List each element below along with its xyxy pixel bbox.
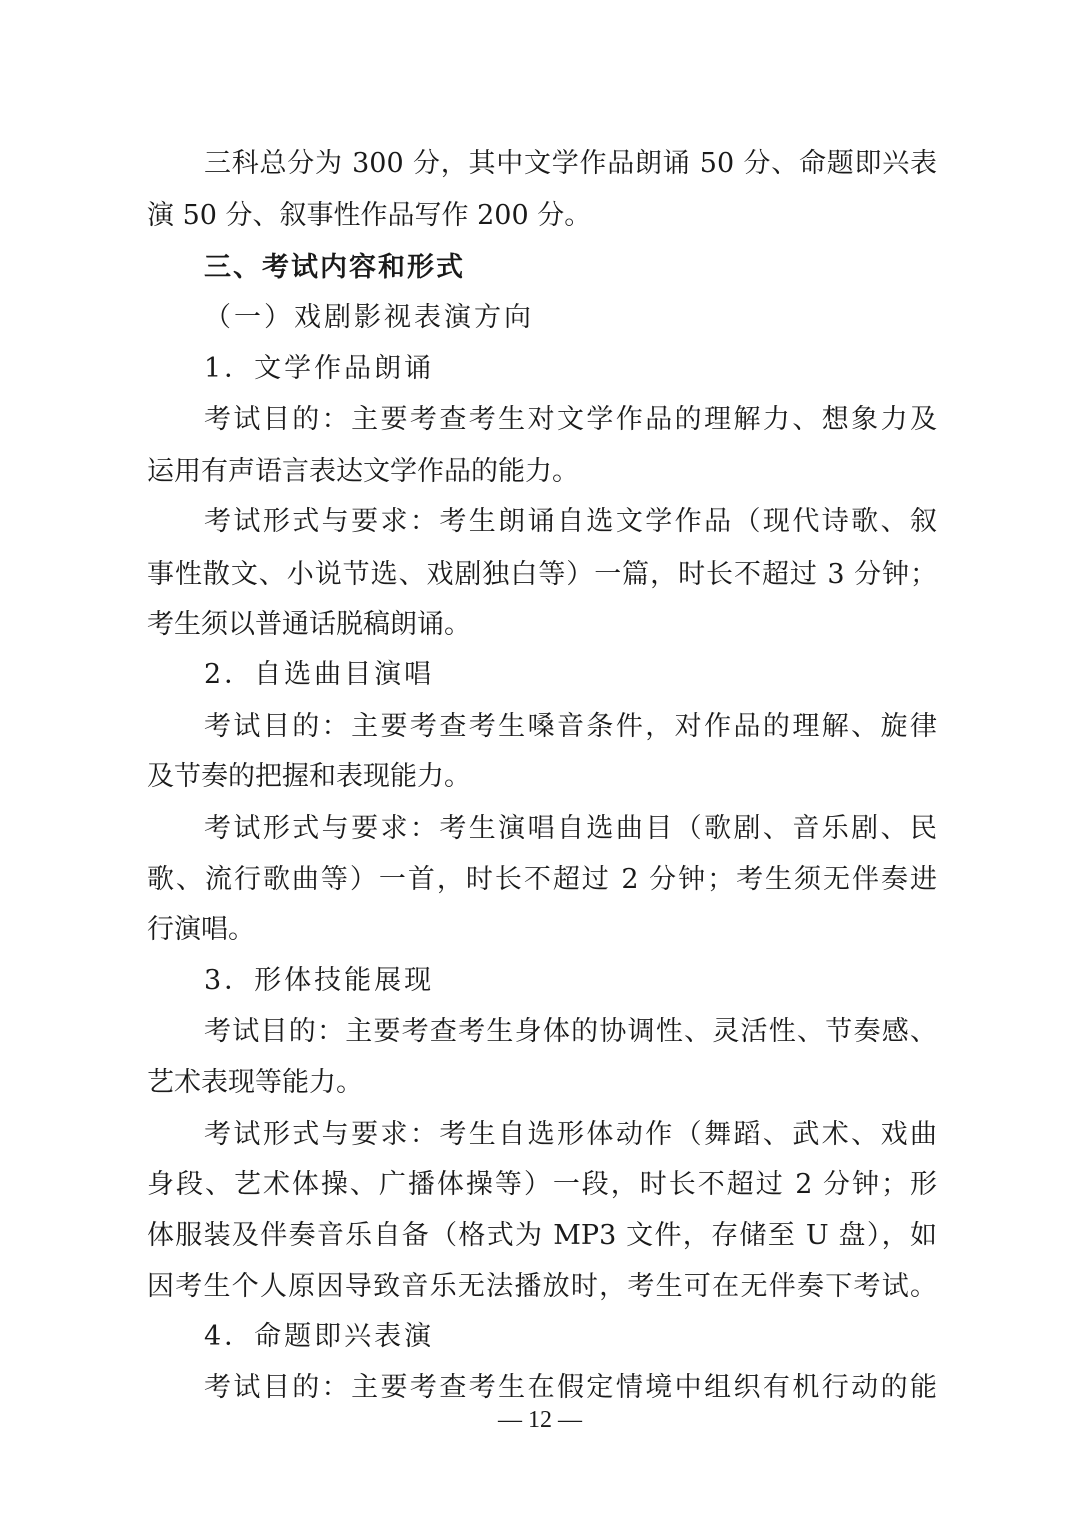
paragraph-line: 身段、艺术体操、广播体操等）一段，时长不超过 2 分钟；形 bbox=[147, 1169, 937, 1200]
subsection-heading: （一）戏剧影视表演方向 bbox=[204, 302, 534, 333]
paragraph-line: 三科总分为 300 分，其中文学作品朗诵 50 分、命题即兴表 bbox=[204, 148, 937, 179]
item-heading: 3．形体技能展现 bbox=[204, 965, 435, 996]
paragraph-line: 考试形式与要求：考生演唱自选曲目（歌剧、音乐剧、民 bbox=[204, 813, 937, 844]
paragraph-line: 行演唱。 bbox=[147, 914, 255, 945]
paragraph-line: 歌、流行歌曲等）一首，时长不超过 2 分钟；考生须无伴奏进 bbox=[147, 864, 937, 895]
paragraph-line: 考试目的：主要考查考生嗓音条件，对作品的理解、旋律 bbox=[204, 711, 937, 742]
page-number: — 12 — bbox=[498, 1407, 582, 1433]
paragraph-line: 事性散文、小说节选、戏剧独白等）一篇，时长不超过 3 分钟； bbox=[147, 559, 937, 590]
item-heading: 4．命题即兴表演 bbox=[204, 1321, 435, 1352]
paragraph-line: 体服装及伴奏音乐自备（格式为 MP3 文件，存储至 U 盘），如 bbox=[147, 1220, 937, 1251]
paragraph-line: 艺术表现等能力。 bbox=[147, 1067, 363, 1098]
paragraph-line: 考试目的：主要考查考生在假定情境中组织有机行动的能 bbox=[204, 1372, 937, 1403]
paragraph-line: 考试目的：主要考查考生对文学作品的理解力、想象力及 bbox=[204, 404, 937, 435]
paragraph-line: 因考生个人原因导致音乐无法播放时，考生可在无伴奏下考试。 bbox=[147, 1271, 937, 1302]
paragraph-line: 演 50 分、叙事性作品写作 200 分。 bbox=[147, 200, 592, 231]
paragraph-line: 考试目的：主要考查考生身体的协调性、灵活性、节奏感、 bbox=[204, 1016, 937, 1047]
paragraph-line: 运用有声语言表达文学作品的能力。 bbox=[147, 456, 579, 487]
section-heading: 三、考试内容和形式 bbox=[204, 252, 465, 283]
paragraph-line: 及节奏的把握和表现能力。 bbox=[147, 761, 471, 792]
paragraph-line: 考试形式与要求：考生朗诵自选文学作品（现代诗歌、叙 bbox=[204, 506, 937, 537]
paragraph-line: 考试形式与要求：考生自选形体动作（舞蹈、武术、戏曲 bbox=[204, 1119, 937, 1150]
paragraph-line: 考生须以普通话脱稿朗诵。 bbox=[147, 609, 471, 640]
item-heading: 2．自选曲目演唱 bbox=[204, 659, 435, 690]
item-heading: 1．文学作品朗诵 bbox=[204, 353, 435, 384]
